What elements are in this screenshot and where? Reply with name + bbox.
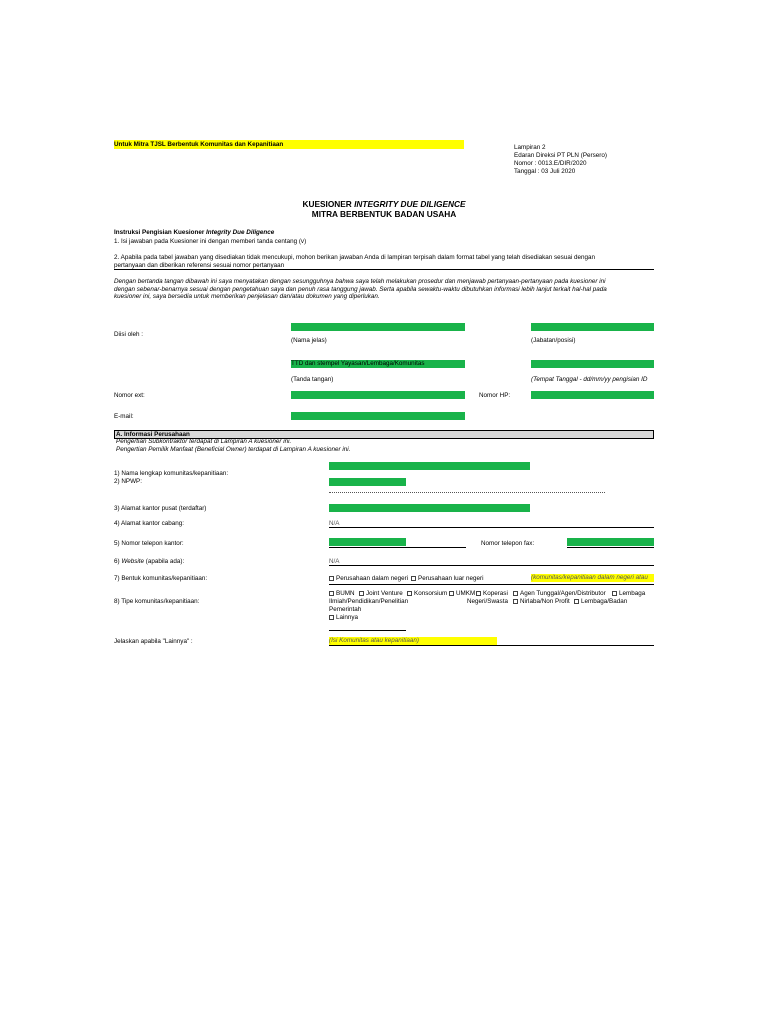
q8-option-nirlaba[interactable]	[513, 598, 570, 606]
title-prefix: KUESIONER	[302, 199, 355, 209]
section-a-note1: Pengertian Subkontraktor terdapat di Lampiran A kuesioner ini.	[116, 438, 292, 445]
q8-option-konsorsium-label: Konsorsium	[414, 590, 448, 597]
q7-label: 7) Bentuk komunitas/kepanitiaan:	[114, 575, 208, 582]
statement-line3: kuesioner ini, saya bersedia untuk memberikan penjelasan dan/atau dokumen yang diperlukan.	[114, 293, 380, 300]
nomor-ext-label: Nomor ext:	[114, 392, 145, 399]
q6-prefix: 6)	[114, 558, 122, 565]
ttd-label: TTD dan stempel Yayasan/Lembaga/Komunitas	[291, 360, 425, 367]
q3-field[interactable]	[329, 504, 530, 512]
instruction-1: 1. Isi jawaban pada Kuesioner ini dengan memberi tanda centang (v)	[114, 238, 307, 245]
tempat-tanggal-field[interactable]	[531, 360, 654, 368]
statement-line1: Dengan bertanda tangan dibawah ini saya menyatakan dengan sesungguhnya bahwa saya telah melakukan prosedur dan menjawab pertanyaan-pertanyaan pada kuesioner ini	[114, 278, 606, 285]
q5-field[interactable]	[329, 538, 406, 546]
jabatan-label: (Jabatan/posisi)	[531, 337, 576, 344]
q8-option-lainnya-label: Lainnya	[336, 614, 359, 621]
q8-option-bumn-label: BUMN	[336, 590, 355, 597]
q4-value[interactable]: N/A	[329, 520, 340, 527]
statement-line2: dengan sebenar-benarnya sesuai dengan pengetahuan saya dan penuh rasa tanggung jawab. Serta apabila sewaktu-waktu dibutuhkan informasi lebih lanjut terkait hal-hal pada	[114, 286, 607, 293]
checkbox-icon[interactable]	[329, 615, 334, 620]
q8-option-joint-venture-label: Joint Venture	[366, 590, 403, 597]
q6-suffix: (apabila ada):	[144, 558, 185, 565]
nama-field[interactable]	[291, 323, 465, 331]
tanggal-label: Tanggal : 03 Juli 2020	[514, 168, 576, 175]
q9-value[interactable]: (Isi Komunitas atau kepanitiaan)	[329, 637, 497, 645]
checkbox-icon[interactable]	[411, 576, 416, 581]
q5-underline	[329, 547, 466, 548]
tempat-tanggal-label: (Tempat Tanggal - dd/mm/yy pengisian ID	[531, 376, 648, 383]
q8-option-lembaga[interactable]	[612, 590, 645, 598]
checkbox-icon[interactable]	[612, 591, 617, 596]
edaran-label: Edaran Direksi PT PLN (Persero)	[514, 152, 607, 159]
q8-option-umkm[interactable]	[449, 590, 475, 598]
q1-label: 1) Nama lengkap komunitas/kepanitiaan:	[114, 470, 229, 477]
q3-label: 3) Alamat kantor pusat (terdaftar)	[114, 505, 207, 512]
q7-option-domestic[interactable]	[329, 575, 408, 583]
q8-option-lembaga-badan[interactable]	[574, 598, 627, 606]
q8-option-lembaga-label: Lembaga	[619, 590, 646, 597]
q2-label: 2) NPWP:	[114, 478, 142, 485]
section-a-note2: Pengertian Pemilik Manfaat (Beneficial Owner) terdapat di Lampiran A kuesioner ini.	[116, 446, 351, 453]
q8-option-lainnya[interactable]	[329, 614, 358, 622]
q7-option-foreign[interactable]	[411, 575, 483, 583]
section-a-heading: A. Informasi Perusahaan	[114, 430, 654, 439]
instruction-2-line2: pertanyaan dan diberikan referensi sesuai nomor pertanyaan	[114, 262, 285, 269]
q6-label	[114, 558, 184, 566]
q5-fax-label: Nomor telepon fax:	[481, 540, 535, 547]
q1-field[interactable]	[329, 462, 530, 470]
email-field[interactable]	[291, 412, 465, 420]
nomor-label: Nomor : 0013.E/DIR/2020	[514, 160, 587, 167]
q4-label: 4) Alamat kantor cabang:	[114, 520, 185, 527]
q7-note: (komunitas/kepanitiaan dalam negeri atau	[531, 574, 654, 582]
q8-label: 8) Tipe komunitas/kepanitiaan:	[114, 598, 200, 605]
q6-value[interactable]: N/A	[329, 558, 340, 565]
instructions-heading-text: Instruksi Pengisian Kuesioner	[114, 229, 207, 236]
q8-row2-negeri: Negeri/Swasta	[467, 598, 508, 605]
q8-option-umkm-label: UMKM	[456, 590, 476, 597]
nomor-hp-field[interactable]	[531, 391, 654, 399]
checkbox-icon[interactable]	[574, 599, 579, 604]
instruction-2-line1: 2. Apabila pada tabel jawaban yang disediakan tidak mencukupi, mohon berikan jawaban Anda di lampiran terpisah dalam format tabel yang telah disediakan sesuai dengan	[114, 254, 595, 261]
checkbox-icon[interactable]	[449, 591, 454, 596]
q2-dotted-line	[329, 492, 605, 493]
q8-option-nirlaba-label: Nirlaba/Non Profit	[520, 598, 570, 605]
diisi-oleh-label: Diisi oleh :	[114, 331, 144, 338]
q8-row2-ilmiah: Ilmiah/Pendidikan/Penelitian	[329, 598, 409, 605]
title-emphasis: INTEGRITY DUE DILIGENCE	[354, 199, 466, 209]
q2-field[interactable]	[329, 478, 406, 486]
q8-option-agen[interactable]	[513, 590, 606, 598]
q8-row3-pemerintah: Pemerintah	[329, 606, 362, 613]
checkbox-icon[interactable]	[476, 591, 481, 596]
nomor-hp-label: Nomor HP:	[479, 392, 511, 399]
checkbox-icon[interactable]	[513, 591, 518, 596]
tanda-tangan-label: (Tanda tangan)	[291, 376, 334, 383]
checkbox-icon[interactable]	[359, 591, 364, 596]
q8-option-koperasi[interactable]	[476, 590, 508, 598]
q8-option-lembaga-badan-label: Lembaga/Badan	[581, 598, 628, 605]
nama-jelas-label: (Nama jelas)	[291, 337, 327, 344]
divider	[114, 269, 654, 270]
checkbox-icon[interactable]	[329, 591, 334, 596]
q8-underline	[329, 630, 406, 631]
page-title	[0, 199, 768, 209]
q9-underline	[329, 645, 654, 646]
q9-label: Jelaskan apabila "Lainnya" :	[114, 638, 193, 645]
q5-fax-field[interactable]	[567, 538, 654, 546]
q4-underline	[329, 527, 654, 528]
q5-label: 5) Nomor telepon kantor:	[114, 540, 184, 547]
q7-underline	[329, 584, 654, 585]
q7-option-foreign-label: Perusahaan luar negeri	[418, 575, 484, 582]
top-note: Untuk Mitra TJSL Berbentuk Komunitas dan Kepanitiaan	[114, 140, 464, 149]
checkbox-icon[interactable]	[407, 591, 412, 596]
instructions-heading-emphasis: Integrity Due Diligence	[206, 229, 275, 236]
q8-option-agen-label: Agen Tunggal/Agen/Distributor	[520, 590, 606, 597]
q6-website: Website	[121, 558, 144, 565]
q8-option-joint-venture[interactable]	[359, 590, 403, 598]
lampiran-label: Lampiran 2	[514, 144, 546, 151]
q8-option-konsorsium[interactable]	[407, 590, 447, 598]
q6-underline	[329, 565, 654, 566]
q7-option-domestic-label: Perusahaan dalam negeri	[336, 575, 409, 582]
q5-fax-underline	[567, 547, 654, 548]
q8-option-koperasi-label: Koperasi	[483, 590, 508, 597]
email-label: E-mail:	[114, 413, 134, 420]
nomor-ext-field[interactable]	[291, 391, 465, 399]
instructions-heading	[114, 229, 274, 237]
checkbox-icon[interactable]	[329, 576, 334, 581]
checkbox-icon[interactable]	[513, 599, 518, 604]
jabatan-field[interactable]	[531, 323, 654, 331]
q8-option-bumn[interactable]	[329, 590, 355, 598]
page-subtitle: MITRA BERBENTUK BADAN USAHA	[311, 209, 457, 219]
